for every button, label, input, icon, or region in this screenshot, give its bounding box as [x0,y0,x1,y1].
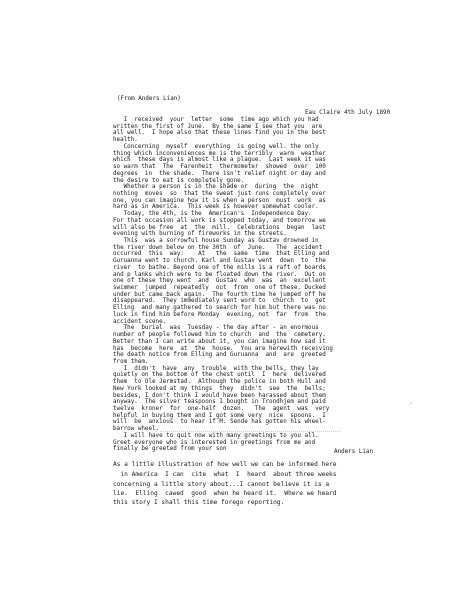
letter-line: Elling and many gathered to search for him but there was no [113,305,326,312]
scan-speck [410,402,412,404]
letter-line: helpful in buying them and I got some very nice spoons. I [113,412,326,419]
commentary-line: in America I can cite what I heard about three weeks [113,471,337,478]
letter-line: from them. [113,358,149,365]
letter-line: Better than I can write about it, you can imagine how sad it [113,338,326,345]
signature: Anders Lian [334,449,374,455]
letter-line: For that occasion all work is stopped today, and tomorrow we [113,217,326,224]
letter-line: swimmer jumped repeatedly out from one of these. Ducked [113,285,326,291]
letter-line: The burial was Tuesday - the day after - an enormous [113,325,319,332]
letter-line: I received your letter some time ago which you had [113,117,319,123]
scan-rule [160,431,340,432]
letter-line: them to Ole Jermstad. Although the police in both Hull and [113,379,326,386]
letter-line: quietly on the bottom of the chest until I here delivered [113,372,326,379]
letter-line: luck in find him before Monday evening, not far from the [113,311,326,318]
letter-line: all well. I hope also that these lines find you in the best [113,130,326,137]
letter-line: which these days is almost like a plague. Last week it was [113,157,326,164]
letter-line: Guruanna went to church. Karl and Gustav went down to the [113,258,326,265]
letter-line: Concerning myself everything is going well. the only [113,143,319,150]
letter-line: I will have to quit now with many greetings to you all. [113,432,319,439]
letter-line: so warm that The Farenheit thermometer showed over 100 [113,164,326,170]
letter-line: New York looked at my things they didn't see the bells; [113,385,326,392]
letter-line: besides, I don't think I would have been harassed about them [113,392,326,399]
letter-line: one of these they went and Gustav who was an excellent [113,278,326,285]
letter-line: nothing moves so that the sweat just runs completely over [113,190,326,197]
letter-line: number of people followed him to church and the cemetery. [113,332,326,338]
letter-line: will be anxious to hear if M. Sende has gotten his wheel- [113,419,326,426]
letter-line: and p lanks which were to be floated down the river. Out on [113,271,326,278]
commentary-line: lie. Elling cawed good when he heard it. Where we heard [113,490,337,497]
letter-line: occurred this way: At the same time that Elling and [113,251,330,258]
letter-line: the river down below on the 30th of June. The accident [113,244,323,251]
letter-line: has become here at the house. You are herewith receiving [113,345,333,352]
letter-line: barrow wheel. [113,426,160,433]
letter-line: hard as in America. This week is however somewhat cooler. [113,204,319,211]
letter-line: degrees in the shade. There isn't relief night or day and [113,170,326,177]
letter-line: thing which inconveniences me is the terribly warm weather [113,150,326,157]
letter-line: written the first of June. By the same I see that you are [113,123,323,130]
commentary-line: As a little illustration of how well we can be informed here [113,461,337,468]
letter-line: disappeared. They immediately sent word to church to get [113,298,326,305]
commentary-line: this story I shall this time forego reporting. [113,499,285,506]
letter-line: the desire to eat is completely gone. [113,177,245,184]
letter-line: Greet everyone who is interested in greetings from me and [113,439,316,446]
letter-line: under but came back again. The fourth time he jumped off he [113,291,326,298]
commentary-line: concerning a little story about...I cannot believe it is a [113,481,330,488]
letter-line: anyway. The silver teaspoons I bought in Trondhjem and paid [113,399,326,406]
letter-line: twelve kroner for one-half dozen. The agent was very [113,406,330,412]
place-date-line: Eau Claire 4th July 1890 [305,110,391,116]
letter-line: river to bathe. Beyond one of the mills is a raft of boards [113,264,326,271]
letter-line: This was a sorrowful house Sunday as Gustav drowned in [113,238,319,244]
letter-line: finally be greeted from your son [113,446,227,453]
letter-line: Whether a person is in the shade or during the night [113,184,319,191]
letter-line: one, you can imagine how it is when a person must work as [113,197,326,204]
letter-line: health. [113,137,138,144]
letter-line: Today, the 4th, is the American's Independence Day. [113,211,312,218]
letter-line: the death notice from Elling and Guruanna and are greeted [113,352,326,359]
letter-line: evening with burning of fireworks in the streets. [113,231,287,238]
letter-line: I didn't have any trouble with the bells, they lay [113,365,319,372]
letter-line: accident scene. [113,318,167,325]
letter-heading: (From Anders Lian) [117,96,181,102]
letter-line: will also be free at the mill. Celebrations began last [113,224,326,231]
